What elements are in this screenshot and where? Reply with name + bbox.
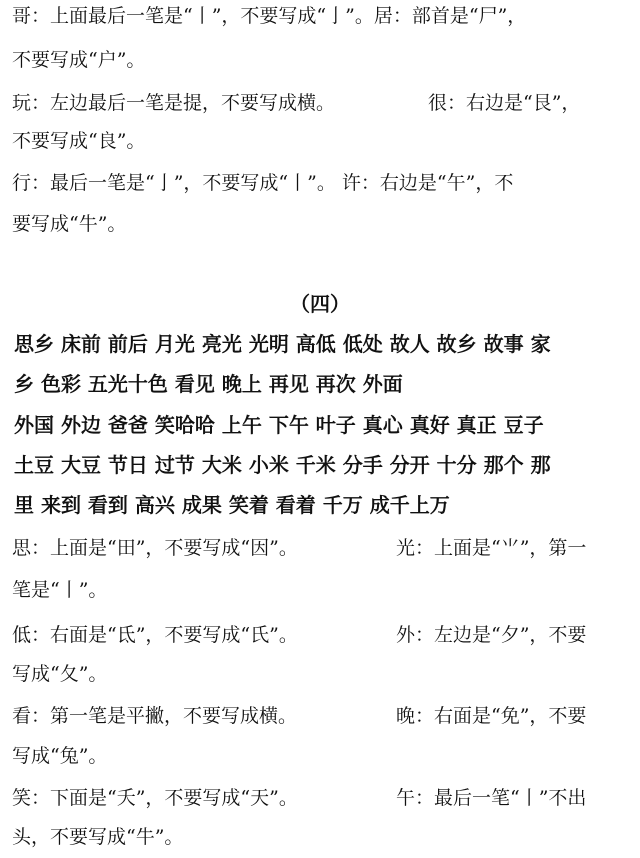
note-line: 笑：下面是“夭”，不要写成“天”。 <box>12 787 298 809</box>
word-list-line: 思乡 床前 前后 月光 亮光 光明 高低 低处 故人 故乡 故事 家 <box>14 332 551 356</box>
word-list-line: 土豆 大豆 节日 过节 大米 小米 千米 分手 分开 十分 那个 那 <box>14 453 551 477</box>
note-line-right: 外：左边是“夕”，不要 <box>396 624 587 646</box>
note-line: 头，不要写成“牛”。 <box>12 826 184 848</box>
note-line-right: 午：最后一笔“丨”不出 <box>396 787 587 809</box>
note-line: 玩：左边最后一笔是提，不要写成横。 <box>12 92 336 114</box>
note-line: 哥：上面最后一笔是“丨”，不要写成“亅”。居：部首是“尸”， <box>12 5 527 27</box>
note-line: 很：右边是“艮”， <box>428 92 581 114</box>
note-line: 看：第一笔是平撇，不要写成横。 <box>12 705 298 727</box>
note-line: 行：最后一笔是“亅”，不要写成“丨”。 许：右边是“午”，不 <box>12 172 514 194</box>
note-line: 低：右面是“氐”，不要写成“氏”。 <box>12 624 298 646</box>
note-line-right: 晚：右面是“免”，不要 <box>396 705 587 727</box>
note-line: 写成“兔”。 <box>12 745 108 767</box>
note-line-right: 光：上面是“⺌”，第一 <box>396 537 587 559</box>
note-line: 笔是“丨”。 <box>12 579 108 601</box>
section-heading: （四） <box>290 292 350 316</box>
word-list-line: 外国 外边 爸爸 笑哈哈 上午 下午 叶子 真心 真好 真正 豆子 <box>14 413 544 437</box>
note-line: 不要写成“良”。 <box>12 130 146 152</box>
word-list-line: 乡 色彩 五光十色 看见 晚上 再见 再次 外面 <box>14 372 403 396</box>
note-line: 思：上面是“田”，不要写成“因”。 <box>12 537 298 559</box>
note-line: 写成“夂”。 <box>12 663 108 685</box>
word-list-line: 里 来到 看到 高兴 成果 笑着 看着 千万 成千上万 <box>14 493 450 517</box>
note-line: 要写成“牛”。 <box>12 213 127 235</box>
note-line: 不要写成“户”。 <box>12 49 146 71</box>
